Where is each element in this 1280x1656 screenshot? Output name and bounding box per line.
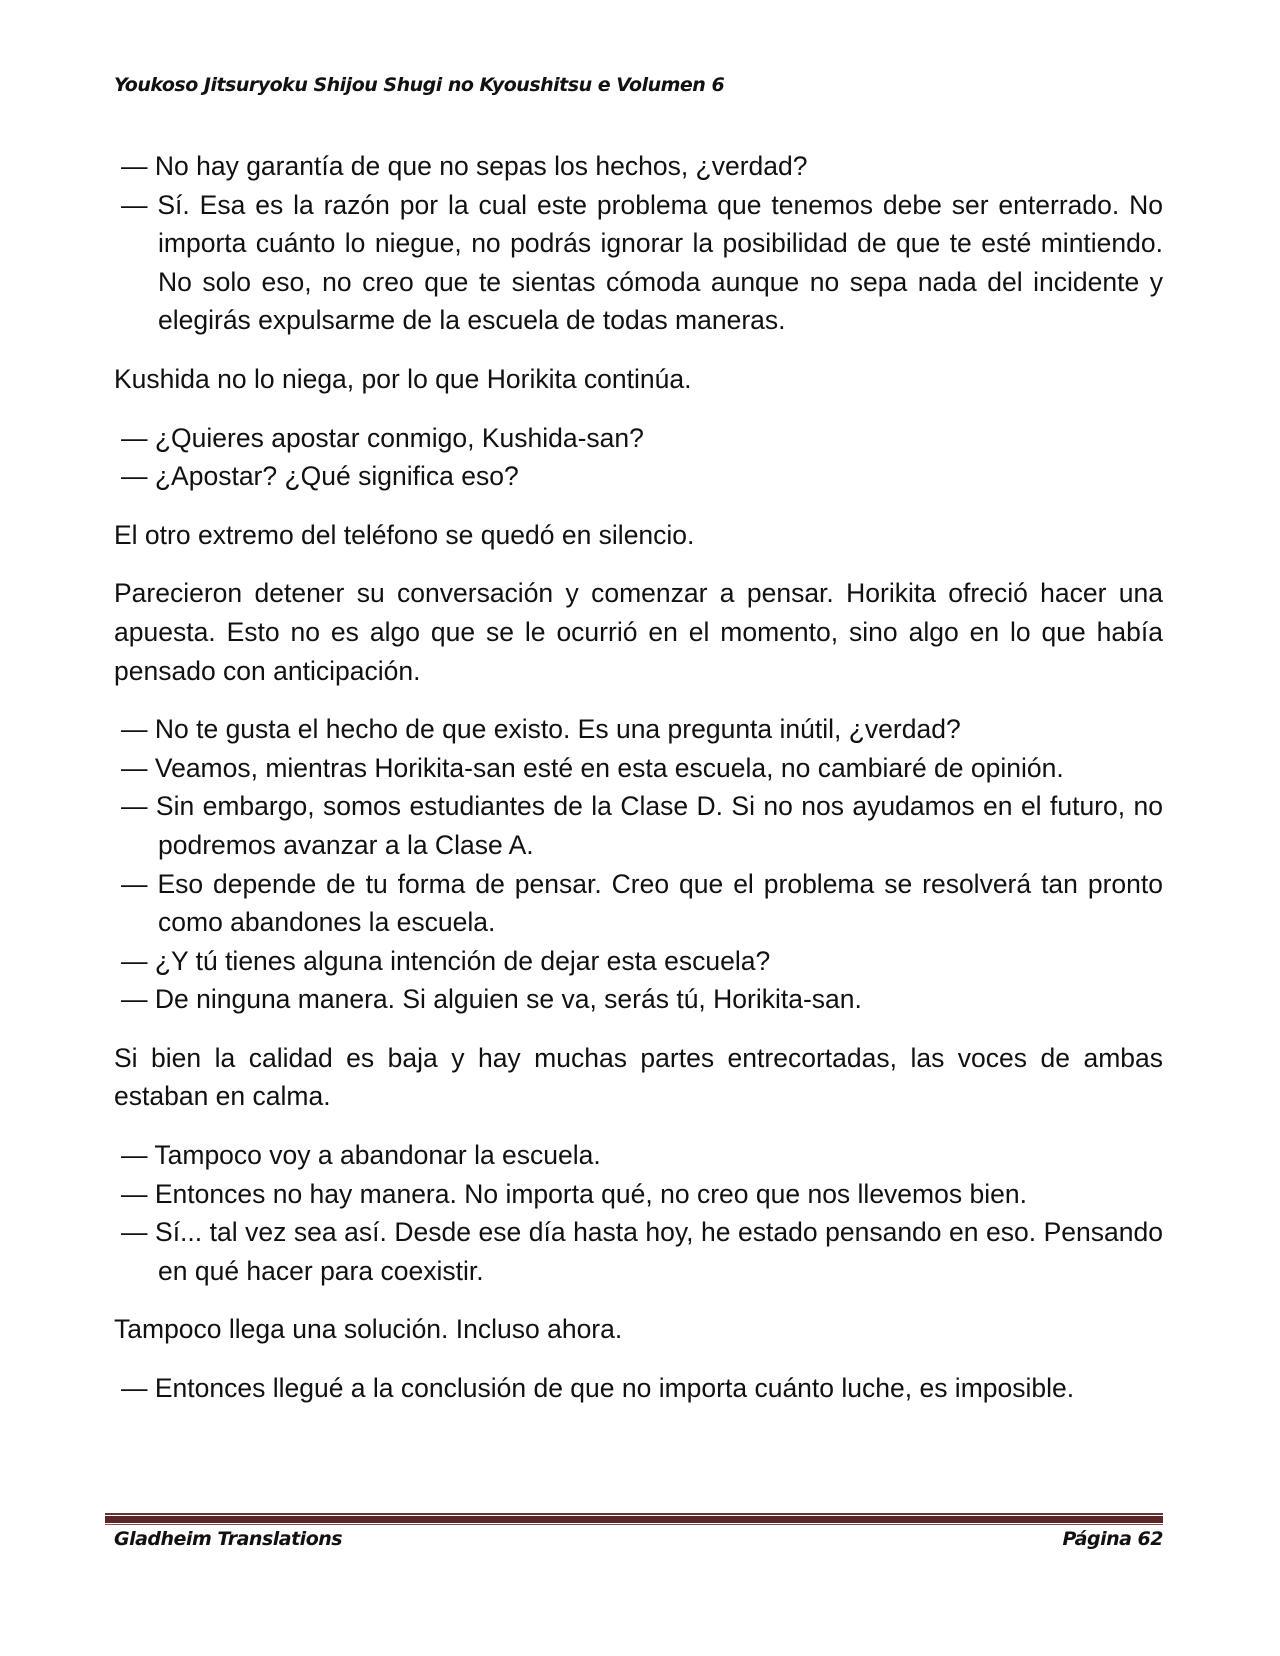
paragraph-text: Tampoco llega una solución. Incluso ahora. (114, 1314, 623, 1345)
dialogue-line: — No hay garantía de que no sepas los hechos, ¿verdad? (121, 151, 808, 181)
paragraph-text: Si bien la calidad es baja y hay muchas partes entrecortadas, las voces de ambas estaban en calma. (114, 1042, 1163, 1112)
footer-rule (105, 1513, 1163, 1525)
paragraph (114, 516, 1163, 555)
dialogue-block (114, 1369, 1163, 1408)
dialogue-line: — Sí... tal vez sea así. Desde ese día hasta hoy, he estado pensando en eso. Pensando en qué hacer para coexistir. (121, 1217, 1163, 1286)
page-number: Página 62 (1062, 1528, 1163, 1550)
paragraph (114, 1310, 1163, 1349)
dialogue-line: — Sin embargo, somos estudiantes de la Clase D. Si no nos ayudamos en el futuro, no podremos avanzar a la Clase A. (121, 791, 1163, 860)
dialogue-line: — Tampoco voy a abandonar la escuela. (121, 1140, 601, 1171)
dialogue-line: — ¿Quieres apostar conmigo, Kushida-san? (121, 422, 644, 453)
dialogue-line: — Entonces no hay manera. No importa qué, no creo que nos llevemos bien. (121, 1178, 1027, 1209)
dialogue-block (114, 419, 1163, 496)
dialogue-line: — De ninguna manera. Si alguien se va, serás tú, Horikita-san. (121, 984, 862, 1015)
paragraph (114, 574, 1163, 690)
dialogue-line: — ¿Y tú tienes alguna intención de dejar esta escuela? (121, 945, 771, 976)
running-header: Youkoso Jitsuryoku Shijou Shugi no Kyoushitsu e Volumen 6 (114, 74, 725, 96)
dialogue-line: — Sí. Esa es la razón por la cual este problema que tenemos debe ser enterrado. No importa cuánto lo niegue, no podrás ignorar la posibilidad de que te esté mintiendo. No solo eso, no creo que te sientas cómoda aunque no sepa nada del incidente y elegirás expulsarme de la escuela de todas maneras. (121, 189, 1163, 336)
dialogue-line: — ¿Apostar? ¿Qué significa eso? (121, 461, 519, 492)
footer-publisher: Gladheim Translations (114, 1528, 343, 1550)
paragraph (114, 1039, 1163, 1116)
paragraph (114, 360, 1163, 399)
paragraph-text: Parecieron detener su conversación y comenzar a pensar. Horikita ofreció hacer una apuesta. Esto no es algo que se le ocurrió en el momento, sino algo en lo que había pensado con anticipación. (114, 578, 1163, 686)
dialogue-line: — Eso depende de tu forma de pensar. Creo que el problema se resolverá tan pronto como abandones la escuela. (121, 868, 1163, 938)
dialogue-block (114, 1136, 1163, 1290)
dialogue-block (114, 147, 1163, 340)
dialogue-line: — Veamos, mientras Horikita-san esté en esta escuela, no cambiaré de opinión. (121, 752, 1064, 783)
dialogue-line: — Entonces llegué a la conclusión de que no importa cuánto luche, es imposible. (121, 1373, 1075, 1404)
paragraph-text: El otro extremo del teléfono se quedó en silencio. (114, 519, 695, 550)
paragraph-text: Kushida no lo niega, por lo que Horikita continúa. (114, 363, 692, 394)
dialogue-block (114, 710, 1163, 1019)
dialogue-line: — No te gusta el hecho de que existo. Es una pregunta inútil, ¿verdad? (121, 714, 961, 745)
page-body (114, 147, 1163, 1428)
